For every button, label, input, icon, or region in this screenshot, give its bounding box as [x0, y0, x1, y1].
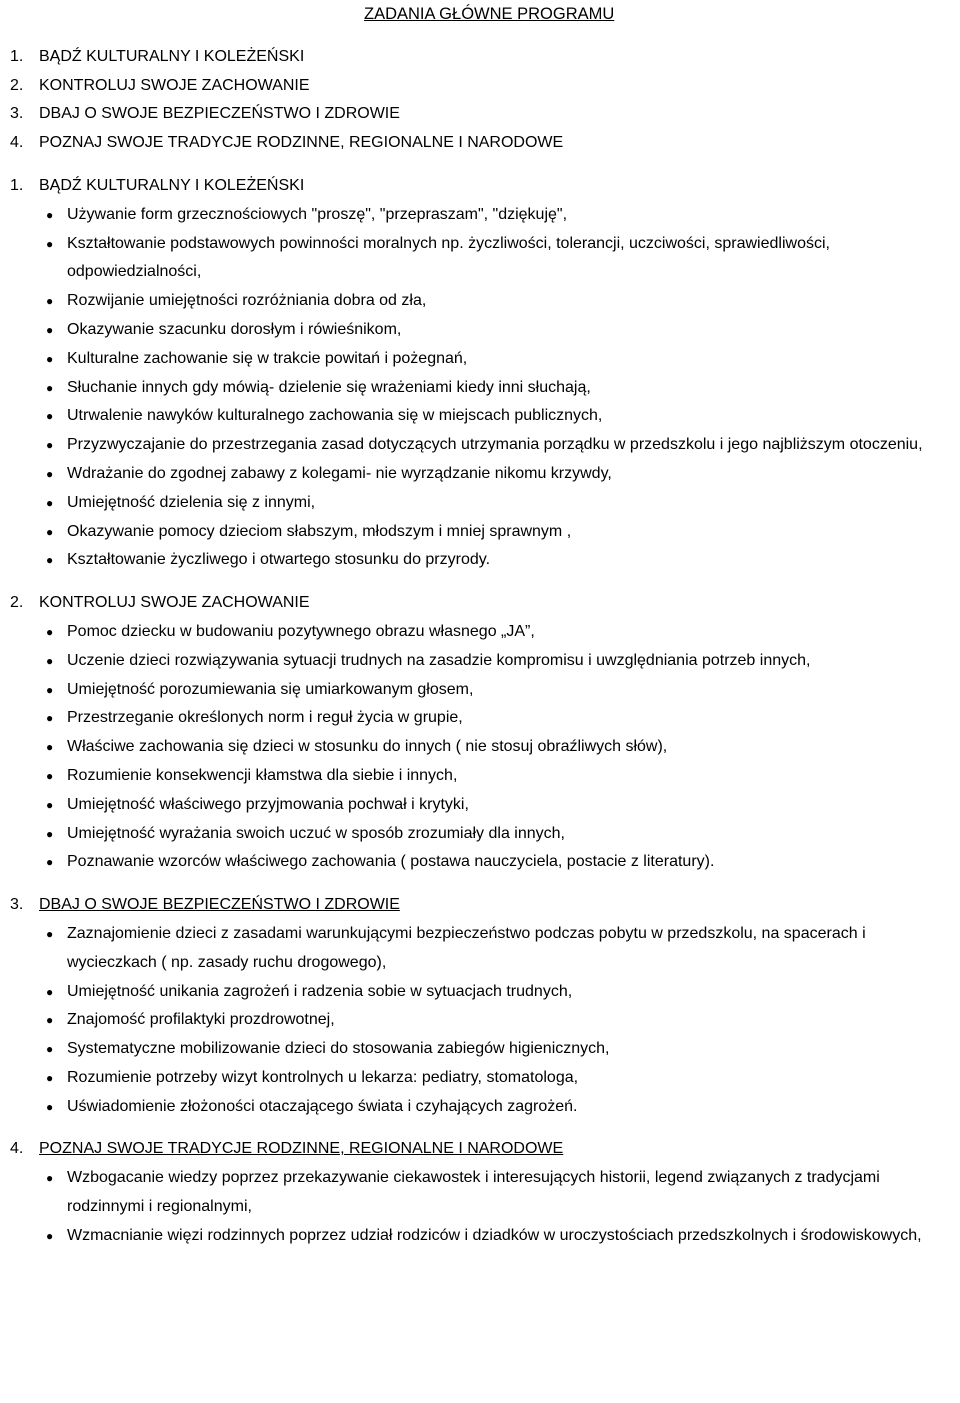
toc-text: KONTROLUJ SWOJE ZACHOWANIE — [39, 76, 310, 94]
table-of-contents — [10, 43, 960, 158]
list-item: ● Kształtowanie podstawowych powinności moralnych np. życzliwości, tolerancji, uczciwości, sprawiedliwości, odpowiedzialności, — [10, 230, 960, 288]
list-item: ● Kształtowanie życzliwego i otwartego stosunku do przyrody. — [10, 546, 960, 575]
bullet-icon: ● — [46, 466, 54, 481]
section-title: POZNAJ SWOJE TRADYCJE RODZINNE, REGIONALNE I NARODOWE — [39, 1140, 564, 1158]
bullet-icon: ● — [46, 524, 54, 539]
toc-item — [10, 72, 960, 101]
toc-text: DBAJ O SWOJE BEZPIECZEŃSTWO I ZDROWIE — [39, 105, 400, 123]
section-number: 1. — [10, 176, 24, 194]
section-number: 4. — [10, 1140, 24, 1158]
bullet-icon: ● — [46, 553, 54, 568]
bullet-list — [10, 618, 960, 877]
toc-text: BĄDŹ KULTURALNY I KOLEŻEŃSKI — [39, 47, 305, 65]
section-heading — [10, 172, 960, 201]
bullet-icon: ● — [46, 1042, 54, 1057]
list-item: ● Uświadomienie złożoności otaczającego świata i czyhających zagrożeń. — [10, 1093, 960, 1122]
bullet-icon: ● — [46, 855, 54, 870]
toc-number: 3. — [10, 105, 24, 123]
toc-number: 2. — [10, 76, 24, 94]
section-heading — [10, 1135, 960, 1164]
list-item: ● Systematyczne mobilizowanie dzieci do stosowania zabiegów higienicznych, — [10, 1035, 960, 1064]
list-item: ● Okazywanie szacunku dorosłym i rówieśnikom, — [10, 316, 960, 345]
toc-item — [10, 43, 960, 72]
bullet-icon: ● — [46, 624, 54, 639]
bullet-icon: ● — [46, 1013, 54, 1028]
bullet-icon: ● — [46, 1171, 54, 1186]
list-item: ● Rozwijanie umiejętności rozróżniania dobra od zła, — [10, 287, 960, 316]
bullet-icon: ● — [46, 768, 54, 783]
list-item: ● Umiejętność porozumiewania się umiarkowanym głosem, — [10, 676, 960, 705]
section-title: KONTROLUJ SWOJE ZACHOWANIE — [39, 594, 310, 612]
list-item: ● Słuchanie innych gdy mówią- dzielenie się wrażeniami kiedy inni słuchają, — [10, 374, 960, 403]
bullet-icon: ● — [46, 236, 54, 251]
list-item: ● Kulturalne zachowanie się w trakcie powitań i pożegnań, — [10, 345, 960, 374]
list-item: ● Wdrażanie do zgodnej zabawy z kolegami- nie wyrządzanie nikomu krzywdy, — [10, 460, 960, 489]
bullet-list — [10, 201, 960, 575]
list-item: ● Uczenie dzieci rozwiązywania sytuacji trudnych na zasadzie kompromisu i uwzględniania potrzeb innych, — [10, 647, 960, 676]
bullet-icon: ● — [46, 1228, 54, 1243]
bullet-icon: ● — [46, 711, 54, 726]
bullet-icon: ● — [46, 653, 54, 668]
section-1 — [10, 172, 960, 575]
page-title: ZADANIA GŁÓWNE PROGRAMU — [364, 5, 615, 23]
section-number: 2. — [10, 594, 24, 612]
list-item: ● Umiejętność właściwego przyjmowania pochwał i krytyki, — [10, 791, 960, 820]
list-item: ● Przyzwyczajanie do przestrzegania zasad dotyczących utrzymania porządku w przedszkolu i jego najbliższym otoczeniu, — [10, 431, 960, 460]
toc-number: 1. — [10, 47, 24, 65]
bullet-icon: ● — [46, 495, 54, 510]
list-item: ● Przestrzeganie określonych norm i reguł życia w grupie, — [10, 704, 960, 733]
list-item: ● Umiejętność wyrażania swoich uczuć w sposób zrozumiały dla innych, — [10, 820, 960, 849]
bullet-icon: ● — [46, 682, 54, 697]
bullet-icon: ● — [46, 207, 54, 222]
toc-item — [10, 100, 960, 129]
bullet-list — [10, 1164, 960, 1250]
toc-number: 4. — [10, 134, 24, 152]
bullet-icon: ● — [46, 294, 54, 309]
bullet-icon: ● — [46, 740, 54, 755]
list-item: ● Okazywanie pomocy dzieciom słabszym, młodszym i mniej sprawnym , — [10, 518, 960, 547]
list-item: ● Umiejętność unikania zagrożeń i radzenia sobie w sytuacjach trudnych, — [10, 978, 960, 1007]
section-3 — [10, 891, 960, 1121]
section-title: BĄDŹ KULTURALNY I KOLEŻEŃSKI — [39, 176, 305, 194]
list-item: ● Pomoc dziecku w budowaniu pozytywnego obrazu własnego „JA”, — [10, 618, 960, 647]
list-item: ● Rozumienie konsekwencji kłamstwa dla siebie i innych, — [10, 762, 960, 791]
bullet-icon: ● — [46, 438, 54, 453]
list-item: ● Rozumienie potrzeby wizyt kontrolnych u lekarza: pediatry, stomatologa, — [10, 1064, 960, 1093]
section-number: 3. — [10, 896, 24, 914]
bullet-icon: ● — [46, 826, 54, 841]
toc-item — [10, 129, 960, 158]
bullet-icon: ● — [46, 409, 54, 424]
bullet-list — [10, 920, 960, 1122]
list-item: ● Wzbogacanie wiedzy poprzez przekazywanie ciekawostek i interesujących historii, legend związanych z tradycjami rodzinnymi i regionalnymi, — [10, 1164, 960, 1222]
list-item: ● Właściwe zachowania się dzieci w stosunku do innych ( nie stosuj obraźliwych słów), — [10, 733, 960, 762]
list-item: ● Utrwalenie nawyków kulturalnego zachowania się w miejscach publicznych, — [10, 402, 960, 431]
list-item: ● Używanie form grzecznościowych "proszę", "przepraszam", "dziękuję", — [10, 201, 960, 230]
list-item: ● Poznawanie wzorców właściwego zachowania ( postawa nauczyciela, postacie z literatury). — [10, 848, 960, 877]
list-item: ● Zaznajomienie dzieci z zasadami warunkującymi bezpieczeństwo podczas pobytu w przedszkolu, na spacerach i wycieczkach ( np. zasady ruchu drogowego), — [10, 920, 960, 978]
section-title: DBAJ O SWOJE BEZPIECZEŃSTWO I ZDROWIE — [39, 896, 400, 914]
list-item: ● Wzmacnianie więzi rodzinnych poprzez udział rodziców i dziadków w uroczystościach przedszkolnych i środowiskowych, — [10, 1222, 960, 1251]
list-item: ● Znajomość profilaktyki prozdrowotnej, — [10, 1006, 960, 1035]
list-item: ● Umiejętność dzielenia się z innymi, — [10, 489, 960, 518]
section-heading — [10, 891, 960, 920]
bullet-icon: ● — [46, 797, 54, 812]
section-4 — [10, 1135, 960, 1250]
bullet-icon: ● — [46, 984, 54, 999]
section-heading — [10, 589, 960, 618]
bullet-icon: ● — [46, 380, 54, 395]
section-2 — [10, 589, 960, 877]
toc-text: POZNAJ SWOJE TRADYCJE RODZINNE, REGIONALNE I NARODOWE — [39, 134, 564, 152]
bullet-icon: ● — [46, 1070, 54, 1085]
bullet-icon: ● — [46, 926, 54, 941]
bullet-icon: ● — [46, 322, 54, 337]
bullet-icon: ● — [46, 351, 54, 366]
bullet-icon: ● — [46, 1099, 54, 1114]
